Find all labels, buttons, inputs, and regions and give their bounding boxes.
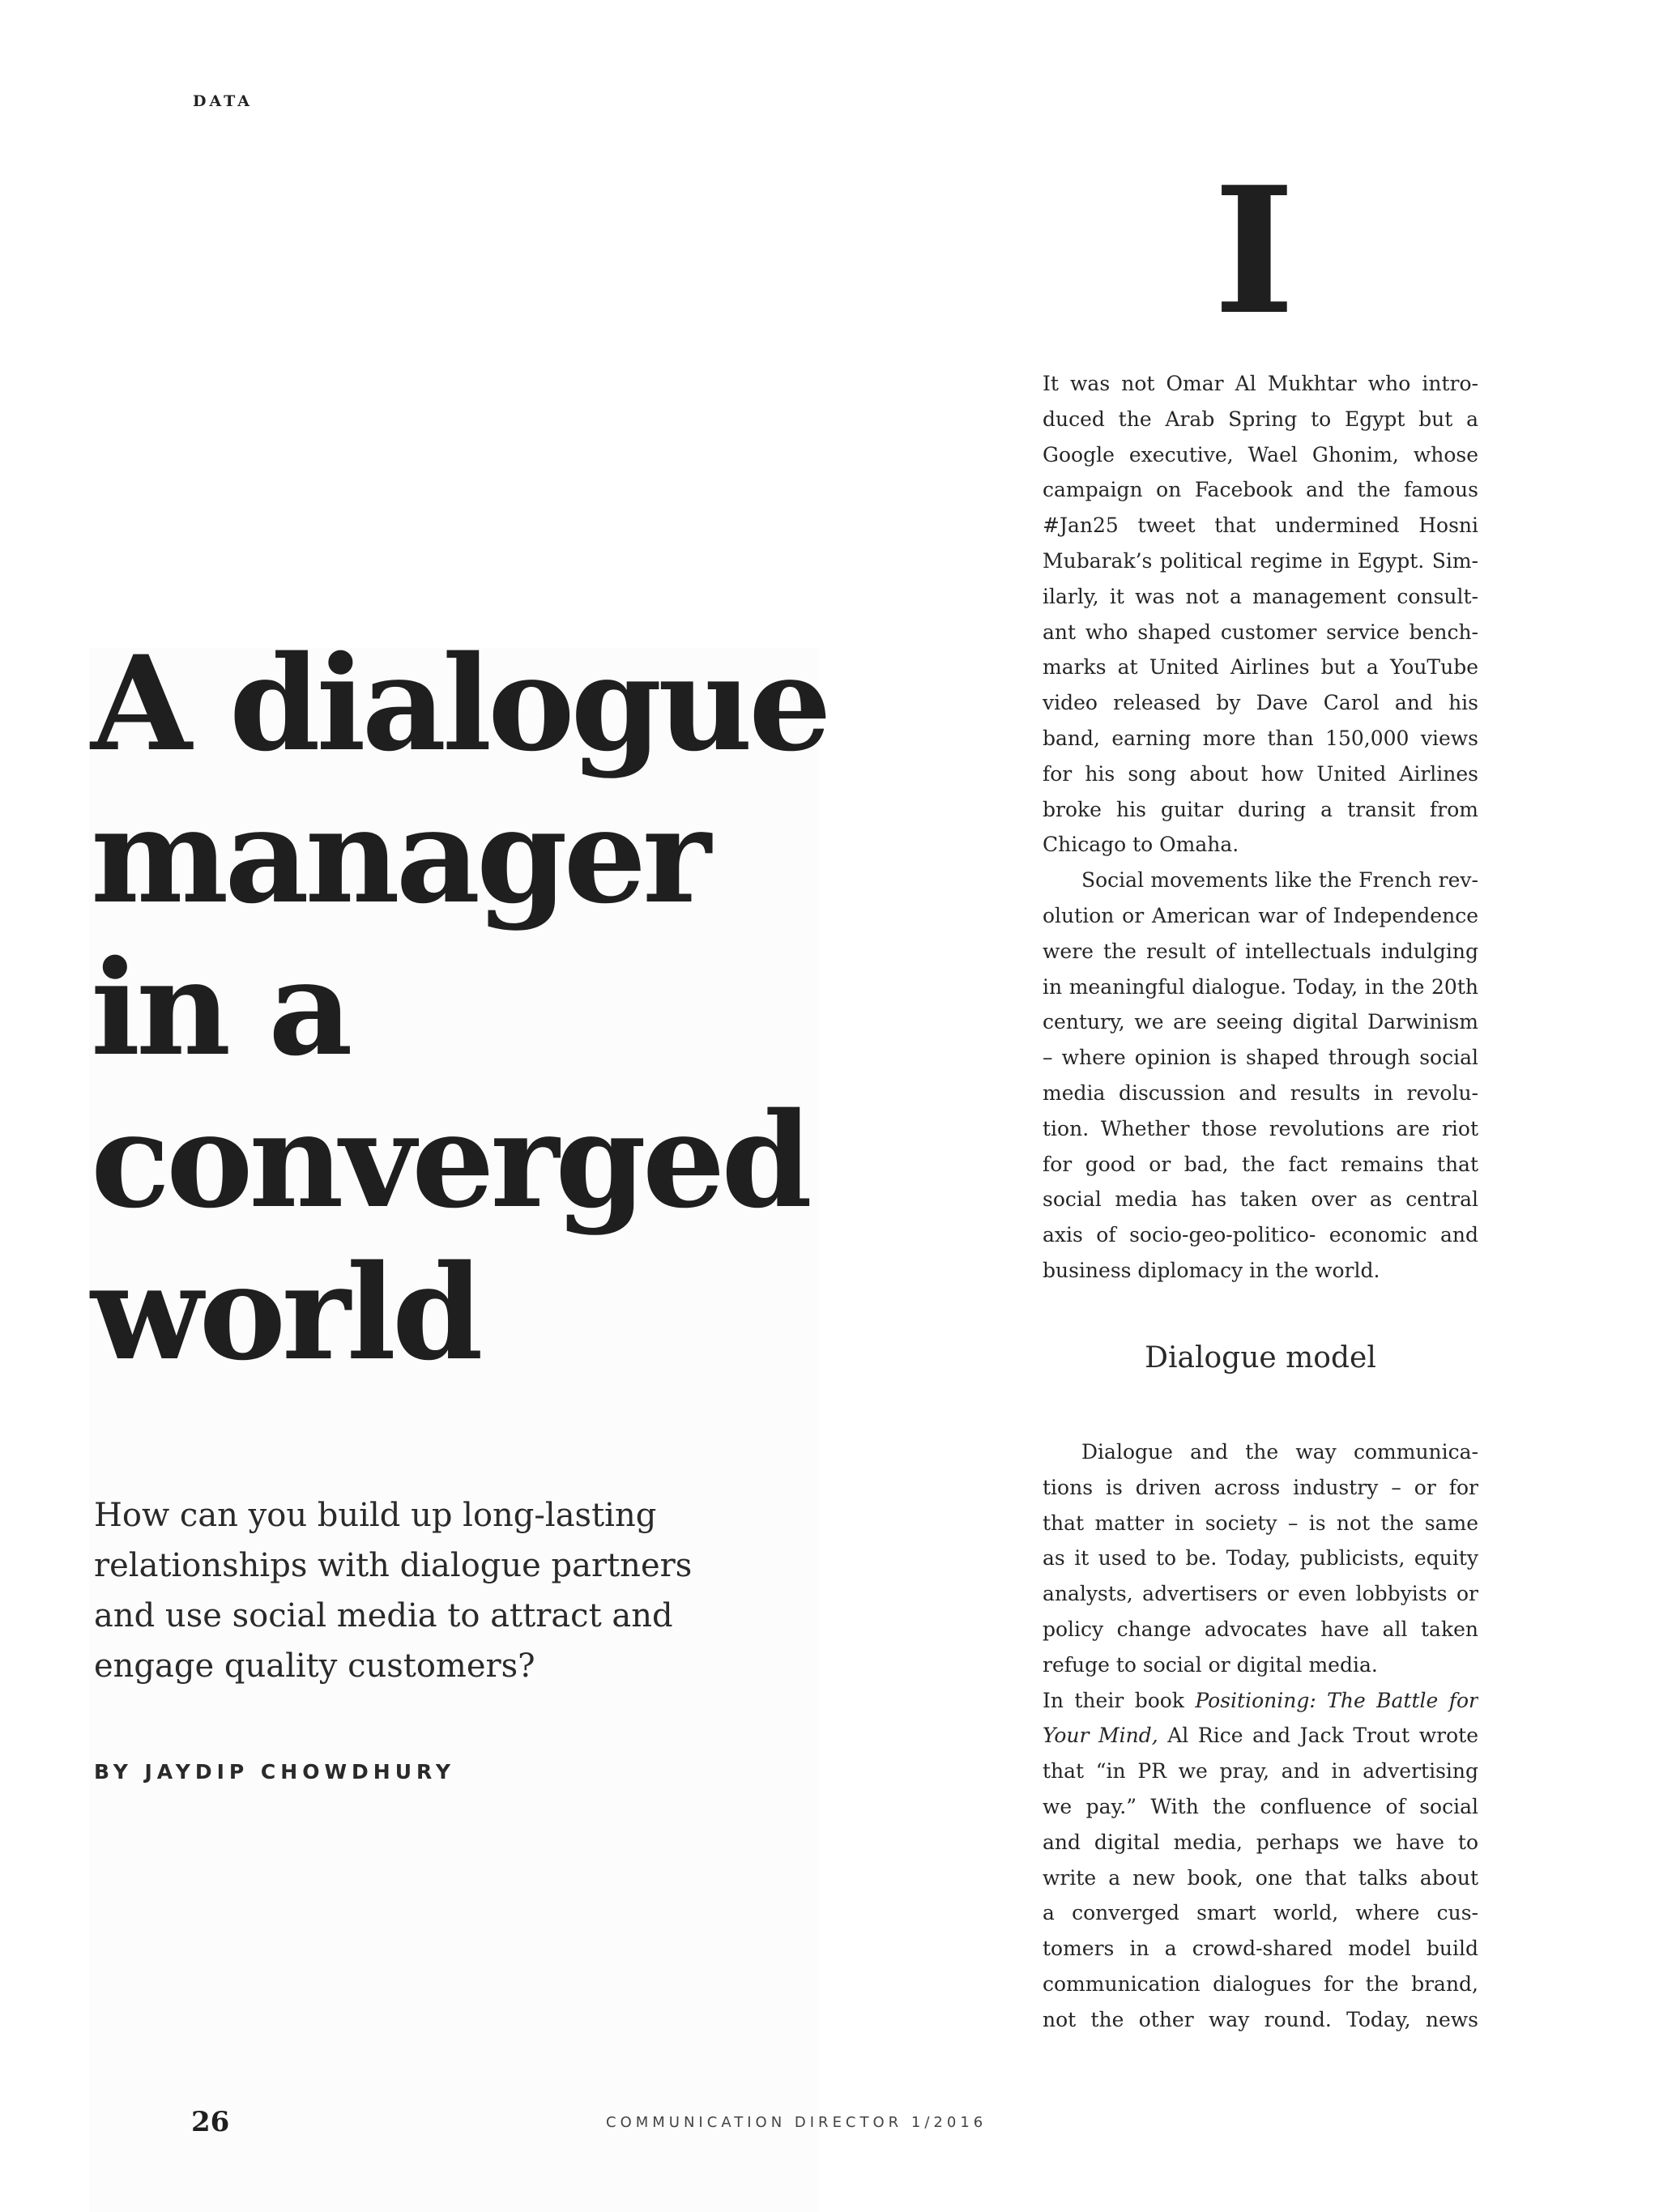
body-line: for his song about how United Airlines — [1043, 761, 1478, 786]
headline-line: manager — [91, 779, 707, 932]
body-line: video released by Dave Carol and his — [1043, 691, 1478, 715]
standfirst-line: engage quality customers? — [94, 1647, 535, 1685]
body-line: in meaningful dialogue. Today, in the 20th — [1043, 974, 1478, 999]
body-line: that matter in society – is not the same — [1043, 1511, 1478, 1535]
author-byline: BY JAYDIP CHOWDHURY — [94, 1760, 455, 1784]
body-line: band, earning more than 150,000 views — [1043, 726, 1478, 750]
body-line: tion. Whether those revolutions are riot — [1043, 1116, 1478, 1140]
body-line: marks at United Airlines but a YouTube — [1043, 655, 1478, 680]
body-line: business diplomacy in the world. — [1043, 1258, 1380, 1282]
standfirst-line: relationships with dialogue partners — [94, 1547, 693, 1584]
body-text-part2 — [1043, 1434, 1478, 2038]
body-line: century, we are seeing digital Darwinism — [1043, 1010, 1478, 1034]
body-line: for good or bad, the fact remains that — [1043, 1152, 1478, 1176]
body-line: olution or American war of Independence — [1043, 903, 1478, 927]
body-line: campaign on Facebook and the famous — [1043, 478, 1478, 502]
body-line: not the other way round. Today, news — [1043, 2007, 1478, 2031]
body-line: Chicago to Omaha. — [1043, 833, 1239, 857]
body-text-part1 — [1043, 366, 1478, 1289]
body-line: and digital media, perhaps we have to — [1043, 1830, 1478, 1854]
section-tag: DATA — [193, 92, 254, 110]
article-standfirst — [94, 1490, 799, 1691]
body-line: social media has taken over as central — [1043, 1187, 1478, 1212]
standfirst-line: How can you build up long-lasting — [94, 1497, 657, 1534]
standfirst-line: and use social media to attract and — [94, 1597, 673, 1634]
body-line: analysts, advertisers or even lobbyists or — [1043, 1582, 1478, 1606]
drop-cap: I — [1213, 148, 1295, 353]
body-line: It was not Omar Al Mukhtar who intro- — [1043, 372, 1478, 395]
body-line: In their book Positioning: The Battle for — [1043, 1688, 1478, 1712]
article-headline — [91, 627, 828, 1389]
headline-line: converged — [91, 1084, 808, 1237]
body-line: write a new book, one that talks about — [1043, 1865, 1478, 1890]
body-line: that “in PR we pray, and in advertising — [1043, 1759, 1478, 1784]
body-line: communication dialogues for the brand, — [1043, 1971, 1478, 1996]
subheading: Dialogue model — [1145, 1341, 1376, 1375]
page-number: 26 — [191, 2106, 230, 2138]
body-line: we pay.” With the confluence of social — [1043, 1794, 1478, 1818]
headline-line: A dialogue — [91, 627, 828, 780]
body-line: Google executive, Wael Ghonim, whose — [1043, 442, 1478, 467]
body-line: axis of socio-geo-politico- economic and — [1043, 1223, 1478, 1247]
body-line: a converged smart world, where cus- — [1043, 1901, 1478, 1925]
body-line: tions is driven across industry – or for — [1043, 1475, 1478, 1499]
body-line: tomers in a crowd-shared model build — [1043, 1937, 1478, 1961]
body-line: media discussion and results in revolu- — [1043, 1080, 1478, 1105]
body-line: policy change advocates have all taken — [1043, 1617, 1478, 1641]
body-line: Mubarak’s political regime in Egypt. Sim- — [1043, 548, 1478, 573]
publication-footer: COMMUNICATION DIRECTOR 1/2016 — [606, 2114, 987, 2131]
body-line: as it used to be. Today, publicists, equity — [1043, 1546, 1478, 1571]
body-line: #Jan25 tweet that undermined Hosni — [1043, 514, 1478, 538]
headline-line: in a — [91, 931, 349, 1085]
headline-line: world — [91, 1236, 480, 1389]
body-line: duced the Arab Spring to Egypt but a — [1043, 407, 1478, 431]
body-line: ilarly, it was not a management consult- — [1043, 584, 1478, 608]
body-line: Your Mind, Al Rice and Jack Trout wrote — [1043, 1724, 1478, 1748]
body-line: ant who shaped customer service bench- — [1043, 620, 1478, 644]
body-line: Social movements like the French rev- — [1081, 868, 1478, 893]
body-line: were the result of intellectuals indulging — [1043, 939, 1478, 963]
body-line: broke his guitar during a transit from — [1043, 797, 1478, 821]
body-line: refuge to social or digital media. — [1043, 1652, 1378, 1677]
body-line: – where opinion is shaped through social — [1043, 1046, 1478, 1070]
body-line: Dialogue and the way communica- — [1081, 1440, 1478, 1464]
